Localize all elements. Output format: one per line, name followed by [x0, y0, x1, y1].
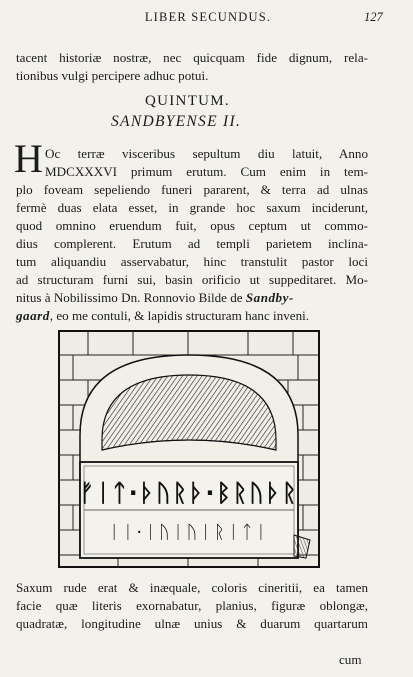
place-name: Sandby-	[245, 290, 294, 305]
text-line	[16, 308, 368, 324]
text-line	[16, 290, 368, 306]
text-line: MDCXXXVI primum erutum. Cum enim in tem-	[45, 164, 368, 179]
text-line: dius complerent. Erutum ad templi parietem inclina-	[16, 236, 368, 251]
text-line: Oc terræ visceribus sepultum diu latuit, Anno	[45, 146, 368, 161]
text-line: tum aliquandiu asservabatur, hinc transtulit pastor loci	[16, 254, 368, 269]
text-line: quadratæ, longitudine ulnæ unius & duarum quartarum	[16, 616, 368, 631]
text-line: facie quæ literis exornabatur, planius, figuræ oblongæ,	[16, 598, 368, 613]
text-line: ad structuram furni sui, basin orificio ut suppeditaret. Mo-	[16, 272, 368, 287]
text-line: tionibus vulgi percipere adhuc potui.	[16, 68, 209, 83]
catchword: cum	[339, 652, 362, 667]
text-run: nitus à Nobilissimo Dn. Ronnovio Bilde de	[16, 290, 243, 305]
text-line: plo foveam sepeliendo funeri pararent, & terra ad ulnas	[16, 182, 368, 197]
drop-capital: H	[14, 136, 43, 181]
section-title: QUINTUM.	[145, 93, 230, 109]
text-line: fermè duas elata esset, in grande hoc saxum inciderunt,	[16, 200, 368, 215]
running-header: LIBER SECUNDUS.	[144, 10, 272, 24]
section-subtitle: SANDBYENSE II.	[111, 113, 242, 130]
text-line: Saxum rude erat & inæquale, coloris cineritii, ea tamen	[16, 580, 368, 595]
text-run: , eo me contuli, & lapidis structuram hanc inveni.	[49, 308, 310, 323]
page-number: 127	[364, 10, 383, 24]
text-line: tacent historiæ nostræ, nec quicquam fide dignum, rela-	[16, 50, 368, 65]
rune-inscription-row-1: ᚠᛁᛏ·ᚦᚢᚱᚦ·ᛒᚱᚢᚦᚱ	[79, 479, 299, 507]
rune-inscription-row-2: ᛁᛁ·ᛁᚢᛁᚢᛁᚱᛁᛏᛁ	[108, 522, 270, 543]
runestone-illustration	[58, 330, 320, 568]
place-name: gaard	[16, 308, 50, 323]
text-line: quod omnino eruendum fuit, opus ceptum ut commo-	[16, 218, 368, 233]
